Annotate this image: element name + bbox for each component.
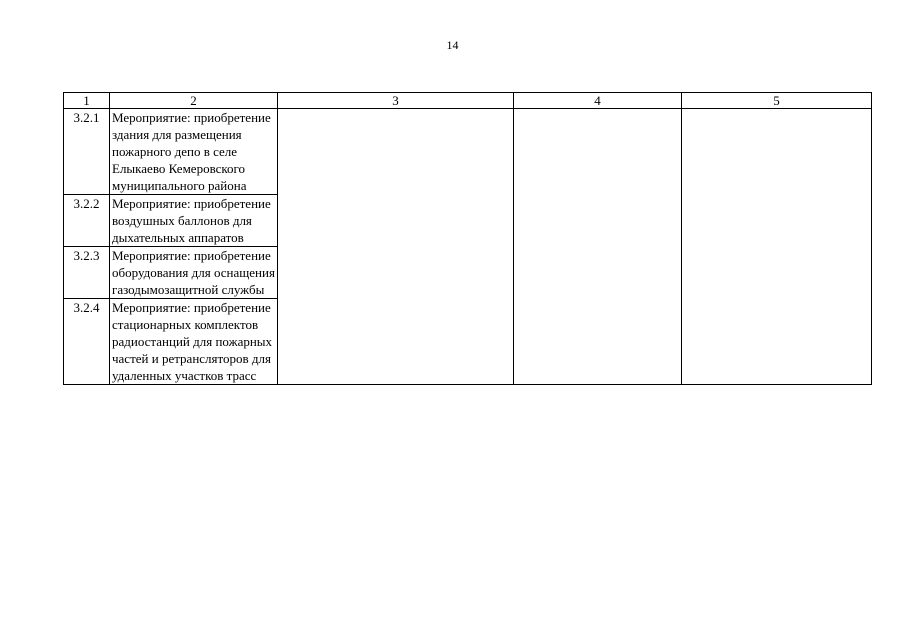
column-header: 3: [278, 93, 514, 109]
column-header: 2: [110, 93, 278, 109]
measures-table: [63, 92, 872, 385]
column-header: 1: [64, 93, 110, 109]
row-description: Мероприятие: приобретение воздушных баллонов для дыхательных аппаратов: [110, 195, 278, 247]
row-number: 3.2.4: [64, 299, 110, 385]
column-4-cell: [514, 109, 682, 385]
column-5-cell: [682, 109, 872, 385]
row-description: Мероприятие: приобретение стационарных комплектов радиостанций для пожарных частей и ретрансляторов для удаленных участков трасс: [110, 299, 278, 385]
row-number: 3.2.2: [64, 195, 110, 247]
page-number: 14: [446, 38, 459, 52]
column-header: 5: [682, 93, 872, 109]
row-description: Мероприятие: приобретение здания для размещения пожарного депо в селе Елыкаево Кемеровского муниципального района: [110, 109, 278, 195]
table-header-row: [64, 93, 872, 109]
column-3-cell: [278, 109, 514, 385]
column-header: 4: [514, 93, 682, 109]
row-number: 3.2.1: [64, 109, 110, 195]
row-description: Мероприятие: приобретение оборудования для оснащения газодымозащитной службы: [110, 247, 278, 299]
table-row: [64, 109, 872, 195]
row-number: 3.2.3: [64, 247, 110, 299]
